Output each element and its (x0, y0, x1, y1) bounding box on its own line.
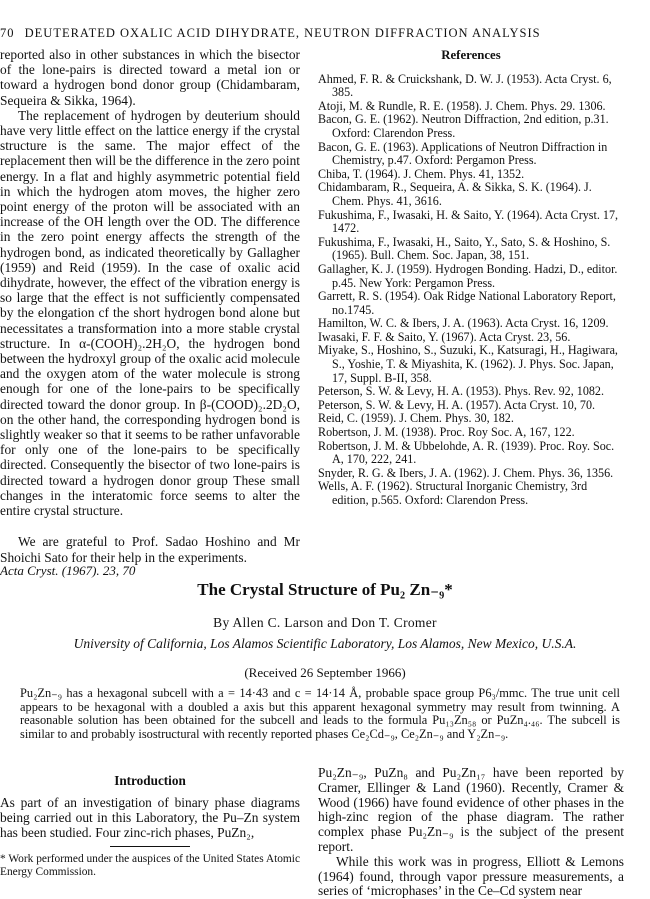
footnote-rule (110, 846, 190, 847)
acknowledgement: We are grateful to Prof. Sadao Hoshino and Mr Shoichi Sato for their help in the experiments. (0, 534, 300, 565)
references-heading: References (441, 48, 501, 62)
body-paragraph: While this work was in progress, Elliott & Lemons (1964) found, through vapor pressure measurements, a series of ‘microphases’ in the Ce–Cd system near (318, 853, 624, 899)
left-column (0, 47, 300, 565)
body-paragraph: The replacement of hydrogen by deuterium should have very little effect on the lattice energy if the crystal structure is the same. The major effect of the replacement then will be the difference in the zero point energy. In a flat and highly asymmetric potential field in which the hydrogen atom moves, the higher zero point energy of the proton will be associated with an increase of the OH length over the OD. The difference in the zero point energy affects the strength of the hydrogen bond, as indicated theoretically by Gallagher (1959) and Reid (1959). In the case of oxalic acid dihydrate, however, the effect of the vibration energy is so large that the effect is not sufficiently compensated by the elongation cf the short hydrogen bond alone but necessitates a transformation into a more stable crystal structure. In α-(COOH)₂.2H₂O, the hydrogen bond between the hydroxyl group of the oxalic acid molecule and the oxygen atom of the water molecule is strong enough for one of the lone-pairs to be specifically directed toward the donor group. In β-(COOD)₂.2D₂O, on the other hand, the corresponding hydrogen bond is slightly weaker so that it seems to be rather unfavorable for only one of the lone-pairs to be specifically directed. Consequently the bisector of two lone-pairs is directed toward a hydrogen donor group These small changes in the interatomic force seems to alter the entire crystal structure. (0, 107, 300, 519)
article-citation: Acta Cryst. (1967). 23, 70 (0, 563, 136, 578)
footnote: * Work performed under the auspices of the United States Atomic Energy Commission. (0, 853, 301, 878)
intro-heading: Introduction (114, 773, 186, 788)
references-section (318, 49, 624, 508)
body-paragraph: Pu₂Zn₋₉, PuZn₈ and Pu₂Zn₁₇ have been reported by Cramer, Ellinger & Land (1960). Recently, Cramer & Wood (1966) have found evidence of other phases in the high-zinc region of the phase diagram. The rather complex phase Pu₂Zn₋₉ is the subject of the present report. (318, 765, 624, 854)
intro-right-column (318, 766, 624, 899)
reference-item: Iwasaki, F. F. & Saito, Y. (1967). Acta Cryst. 23, 56. (318, 329, 571, 344)
reference-item: Miyake, S., Hoshino, S., Suzuki, K., Katsuragi, H., Hagiwara, S., Yoshie, T. & Miyashita, K. (1962). J. Phys. Soc. Japan, 17, Suppl. B-II, 358. (318, 343, 618, 385)
article-authors: By Allen C. Larson and Don T. Cromer (213, 615, 437, 630)
body-paragraph: reported also in other substances in which the bisector of the lone-pairs is directed toward a metal ion or toward a hydrogen bond donor group (Chidambaram, Sequeira & Sikka, 1964). (0, 47, 300, 108)
reference-item: Chiba, T. (1964). J. Chem. Phys. 41, 1352. (318, 166, 525, 181)
article-affiliation: University of California, Los Alamos Scientific Laboratory, Los Alamos, New Mexico, U.S.A. (73, 636, 577, 651)
reference-item: Robertson, J. M. (1938). Proc. Roy Soc. A, 167, 122. (318, 425, 575, 440)
reference-item: Garrett, R. S. (1954). Oak Ridge National Laboratory Report, no.1745. (318, 289, 616, 317)
reference-item: Chidambaram, R., Sequeira, A. & Sikka, S. K. (1964). J. Chem. Phys. 41, 3616. (318, 180, 592, 208)
reference-item: Gallagher, K. J. (1959). Hydrogen Bonding. Hadzi, D., editor. p.45. New York: Pergamon Press. (318, 261, 618, 290)
reference-item: Peterson, S. W. & Levy, H. A. (1953). Phys. Rev. 92, 1082. (318, 384, 604, 399)
running-head (0, 26, 630, 41)
reference-item: Atoji, M. & Rundle, R. E. (1958). J. Chem. Phys. 29. 1306. (318, 98, 606, 113)
intro-left-text: As part of an investigation of binary phase diagrams being carried out in this Laboratory, the Pu–Zn system has been studied. Four zinc-rich phases, PuZn₂, (0, 795, 300, 840)
abstract: Pu₂Zn₋₉ has a hexagonal subcell with a = 14·43 and c = 14·14 Å, probable space group P6₃/mmc. The true unit cell appears to be hexagonal with a doubled a axis but this apparent hexagonal symmetry may result from twinning. A reasonable solution has been obtained for the subcell and leads to the formula Pu₁₃Zn₅₈ or PuZn₄.₄₆. The subcell is similar to and probably isostructural with recently reported phases Ce₂Cd₋₉, Ce₂Zn₋₉ and Y₂Zn₋₉. (20, 686, 620, 741)
reference-item: Reid, C. (1959). J. Chem. Phys. 30, 182. (318, 411, 514, 426)
reference-item: Snyder, R. G. & Ibers, J. A. (1962). J. Chem. Phys. 36, 1356. (318, 465, 614, 480)
article-title: The Crystal Structure of Pu₂ Zn₋₉* (197, 580, 453, 599)
reference-item: Wells, A. F. (1962). Structural Inorganic Chemistry, 3rd edition, p.565. Oxford: Clarendon Press. (318, 479, 588, 507)
reference-item: Fukushima, F., Iwasaki, H. & Saito, Y. (1964). Acta Cryst. 17, 1472. (318, 207, 619, 236)
reference-item: Ahmed, F. R. & Cruickshank, D. W. J. (1953). Acta Cryst. 6, 385. (318, 71, 612, 100)
running-title: DEUTERATED OXALIC ACID DIHYDRATE, NEUTRON DIFFRACTION ANALYSIS (24, 26, 541, 40)
reference-item: Bacon, G. E. (1962). Neutron Diffraction, 2nd edition, p.31. Oxford: Clarendon Press. (318, 112, 609, 140)
reference-item: Bacon, G. E. (1963). Applications of Neutron Diffraction in Chemistry, p.47. Oxford: Pergamon Press. (318, 139, 608, 168)
reference-item: Robertson, J. M. & Ubbelohde, A. R. (1939). Proc. Roy. Soc. A, 170, 222, 241. (318, 438, 615, 467)
reference-item: Fukushima, F., Iwasaki, H., Saito, Y., Sato, S. & Hoshino, S. (1965). Bull. Chem. Soc. Japan, 38, 151. (318, 234, 611, 263)
page-number: 70 (0, 26, 15, 40)
reference-item: Hamilton, W. C. & Ibers, J. A. (1963). Acta Cryst. 16, 1209. (318, 316, 609, 331)
reference-item: Peterson, S. W. & Levy, H. A. (1957). Acta Cryst. 10, 70. (318, 397, 596, 412)
received-date: (Received 26 September 1966) (244, 665, 406, 680)
reference-list (318, 73, 624, 508)
